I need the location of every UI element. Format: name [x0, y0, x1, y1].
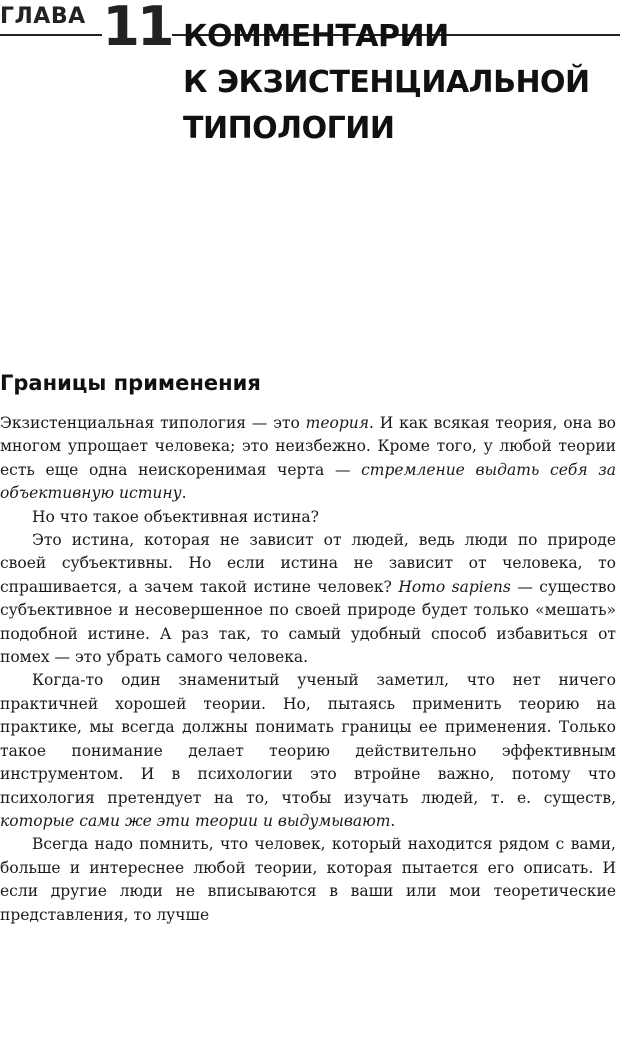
italic-run: которые сами же эти теории и выдумывают [0, 811, 391, 830]
italic-run: стремление выдать себя за объективную истину [0, 460, 616, 503]
paragraph [0, 669, 616, 833]
italic-run: Homo sapiens [398, 577, 511, 596]
text-run: Экзистенциальная типология — это [0, 414, 306, 432]
chapter-label: ГЛАВА [0, 0, 104, 34]
text-run: . [390, 811, 396, 830]
paragraph [0, 529, 616, 669]
chapter-title [183, 14, 613, 152]
italic-run: теория [305, 414, 370, 432]
chapter-title-line: КОММЕНТАРИИ [183, 19, 449, 54]
text-run: — существо субъективное и несовершенное по своей природе будет только «мешать» подобной истине. А раз так, то самый удобный способ избавиться от помех — это убрать самого человека. [0, 577, 616, 667]
body-text [0, 412, 616, 1052]
text-run: . [181, 484, 187, 503]
paragraph: Но что такое объективная истина? [32, 507, 319, 526]
text-run: Когда-то один знаменитый ученый заметил, что нет ничего практичней хорошей теории. Но, пытаясь применить теорию на практике, мы всегда должны понимать границы ее применения. Только такое понимание делает теорию действительно эффективным инструментом. И в психологии это втройне важно, потому что психология претендует на то, чтобы изучать людей, т. е. существ, [0, 671, 616, 807]
paragraph: Всегда надо помнить, что человек, который находится рядом с вами, больше и интереснее любой теории, которая пытается его описать. И если другие люди не вписываются в ваши или мои теоретические представления, то лучше [0, 835, 616, 924]
text-run: Это истина, которая не зависит от людей, ведь люди по природе своей субъективны. Но если истина не зависит от человека, то спрашивается, а зачем такой истине человек? [0, 531, 616, 596]
text-run: . И как всякая теория, она во многом упрощает человека; это неизбежно. Кроме того, у любой теории есть еще одна неискоренимая черта — [0, 414, 616, 479]
chapter-title-line: К ЭКЗИСТЕНЦИАЛЬНОЙ [183, 65, 590, 100]
section-heading: Границы применения [0, 371, 261, 395]
chapter-title-line: ТИПОЛОГИИ [183, 111, 395, 146]
chapter-number: 11 [102, 0, 172, 58]
paragraph [0, 412, 616, 506]
